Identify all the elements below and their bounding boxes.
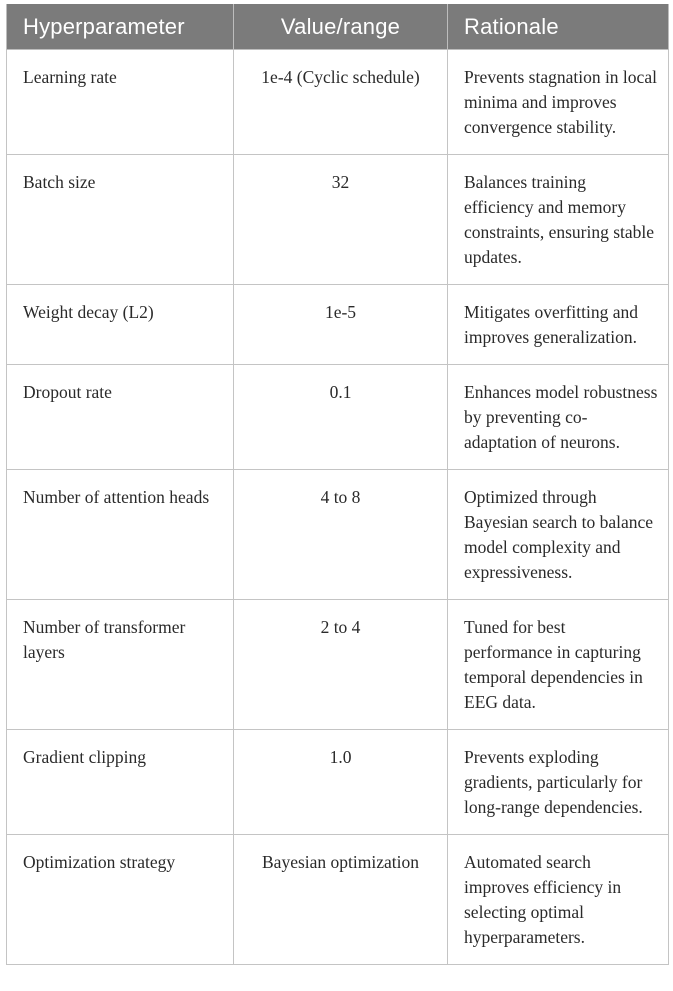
table-row: [7, 50, 669, 155]
cell-value: 1.0: [234, 730, 448, 835]
table-body: [7, 50, 669, 965]
table-row: [7, 835, 669, 965]
header-row: [7, 4, 669, 50]
table-row: [7, 285, 669, 365]
cell-value: Bayesian optimization: [234, 835, 448, 965]
hyperparameter-table: [6, 4, 669, 965]
cell-rationale: Prevents stagnation in local minima and improves convergence stability.: [448, 50, 669, 155]
cell-rationale: Balances training efficiency and memory constraints, ensuring stable updates.: [448, 155, 669, 285]
cell-rationale: Tuned for best performance in capturing temporal dependencies in EEG data.: [448, 600, 669, 730]
cell-rationale: Mitigates overfitting and improves generalization.: [448, 285, 669, 365]
cell-rationale: Automated search improves efficiency in selecting optimal hyperparameters.: [448, 835, 669, 965]
table-row: [7, 155, 669, 285]
header-hyperparameter: Hyperparameter: [7, 4, 234, 50]
header-value-range: Value/range: [234, 4, 448, 50]
cell-hyperparameter: Number of attention heads: [7, 470, 234, 600]
table-row: [7, 600, 669, 730]
cell-value: 1e-5: [234, 285, 448, 365]
cell-rationale: Enhances model robustness by preventing co-adaptation of neurons.: [448, 365, 669, 470]
cell-value: 1e-4 (Cyclic schedule): [234, 50, 448, 155]
cell-rationale: Prevents exploding gradients, particularly for long-range dependencies.: [448, 730, 669, 835]
cell-value: 4 to 8: [234, 470, 448, 600]
header-rationale: Rationale: [448, 4, 669, 50]
cell-hyperparameter: Weight decay (L2): [7, 285, 234, 365]
cell-hyperparameter: Gradient clipping: [7, 730, 234, 835]
table-row: [7, 365, 669, 470]
cell-hyperparameter: Dropout rate: [7, 365, 234, 470]
table-row: [7, 730, 669, 835]
cell-rationale: Optimized through Bayesian search to balance model complexity and expressiveness.: [448, 470, 669, 600]
cell-hyperparameter: Learning rate: [7, 50, 234, 155]
cell-hyperparameter: Batch size: [7, 155, 234, 285]
cell-value: 2 to 4: [234, 600, 448, 730]
cell-value: 32: [234, 155, 448, 285]
cell-hyperparameter: Number of transformer layers: [7, 600, 234, 730]
cell-hyperparameter: Optimization strategy: [7, 835, 234, 965]
hyperparameter-table-container: [6, 4, 668, 965]
cell-value: 0.1: [234, 365, 448, 470]
table-header: [7, 4, 669, 50]
table-row: [7, 470, 669, 600]
